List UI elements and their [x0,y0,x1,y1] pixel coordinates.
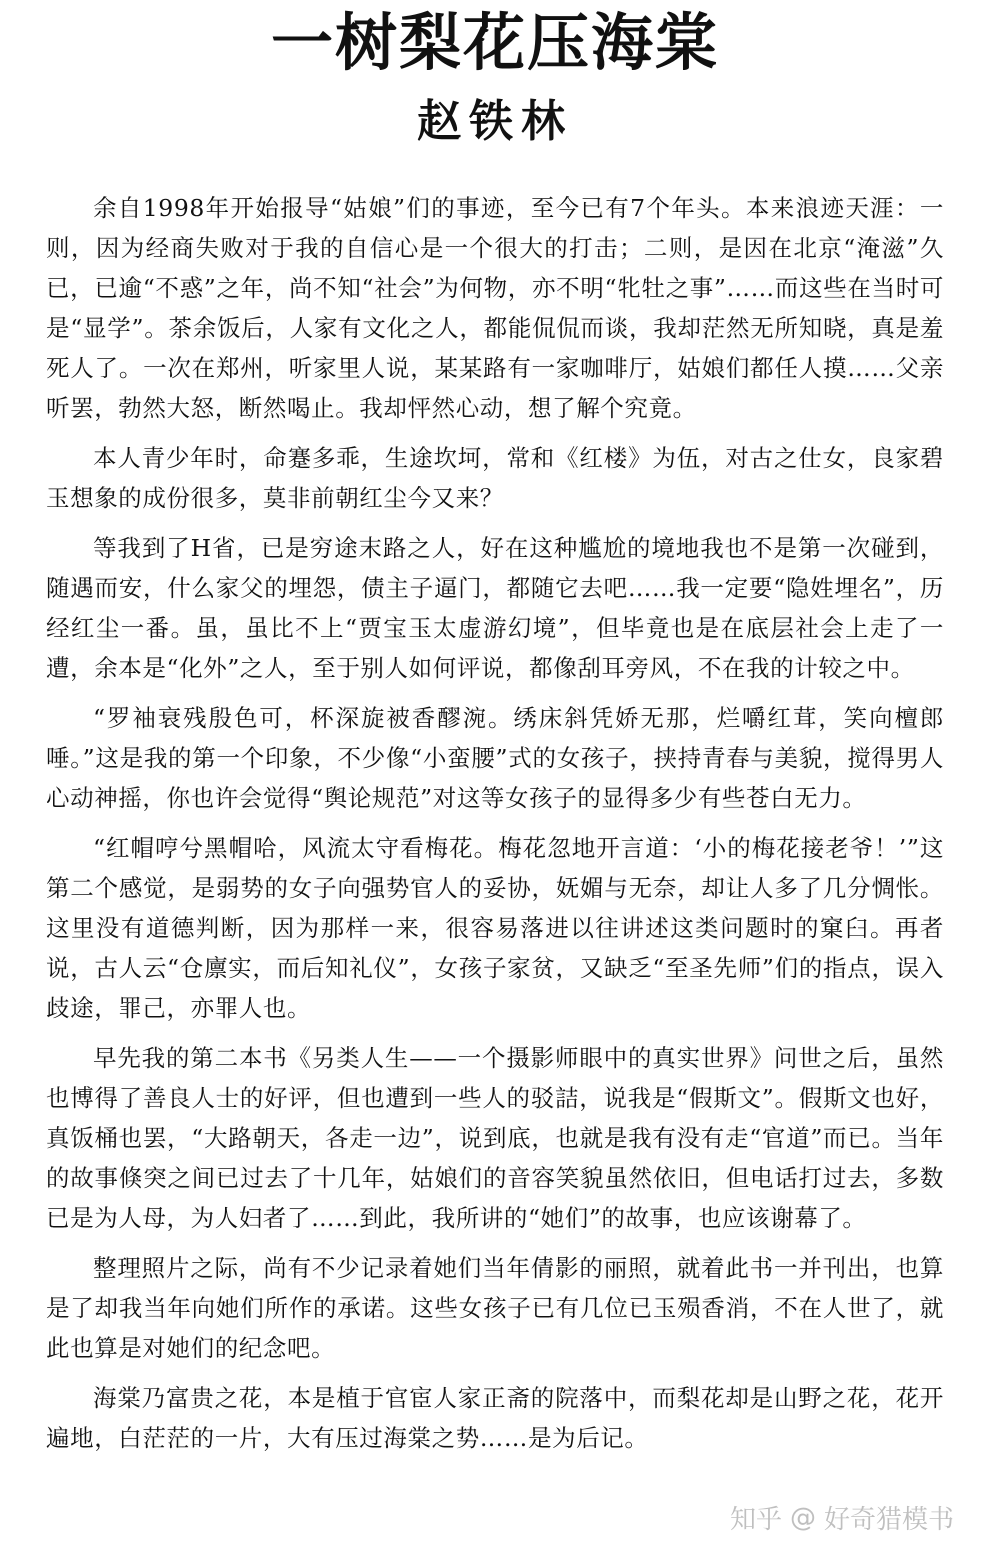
paragraph: 海棠乃富贵之花，本是植于官宦人家正斋的院落中，而梨花却是山野之花，花开遍地，白茫茫的一片，大有压过海棠之势……是为后记。 [46,1384,944,1452]
paragraph: 本人青少年时，命蹇多乖，生途坎坷，常和《红楼》为伍，对古之仕女，良家碧玉想象的成份很多，莫非前朝红尘今又来？ [46,444,944,512]
document-title: 一树梨花压海棠 [270,6,719,79]
watermark-site: 知乎 [729,1505,782,1535]
zhihu-watermark [730,1499,954,1536]
paragraph: 整理照片之际，尚有不少记录着她们当年倩影的丽照，就着此书一并刊出，也算是了却我当年向她们所作的承诺。这些女孩子已有几位已玉殒香消，不在人世了，就此也算是对她们的纪念吧。 [46,1254,944,1362]
paragraph: “罗袖衰残殷色可，杯深旋被香醪涴。绣床斜凭娇无那，烂嚼红茸，笑向檀郎唾。”这是我的第一个印象，不少像“小蛮腰”式的女孩子，挟持青春与美貌，搅得男人心动神摇，你也许会觉得“舆论规范”对这等女孩子的显得多少有些苍白无力。 [46,704,944,812]
paragraph: 余自1998年开始报导“姑娘”们的事迹，至今已有7个年头。本来浪迹天涯：一则，因为经商失败对于我的自信心是一个很大的打击；二则，是因在北京“淹滋”久已，已逾“不惑”之年，尚不知“社会”为何物，亦不明“牝牡之事”……而这些在当时可是“显学”。茶余饭后，人家有文化之人，都能侃侃而谈，我却茫然无所知晓，真是羞死人了。一次在郑州，听家里人说，某某路有一家咖啡厅，姑娘们都任人摸……父亲听罢，勃然大怒，断然喝止。我却怦然心动，想了解个究竟。 [46,194,944,422]
watermark-account: 好奇猎模书 [823,1505,954,1535]
document-author: 赵铁林 [417,96,573,147]
paragraph: 等我到了H省，已是穷途末路之人，好在这种尴尬的境地我也不是第一次碰到，随遇而安，什么家父的埋怨，债主子逼门，都随它去吧……我一定要“隐姓埋名”，历经红尘一番。虽，虽比不上“贾宝玉太虚游幻境”，但毕竟也是在底层社会上走了一遭，余本是“化外”之人，至于别人如何评说，都像刮耳旁风，不在我的计较之中。 [46,534,944,682]
watermark-separator: @ [789,1502,816,1533]
paragraph: “红帽哼兮黑帽哈，风流太守看梅花。梅花忽地开言道：‘小的梅花接老爷！’”这第二个感觉，是弱势的女子向强势官人的妥协，妩媚与无奈，却让人多了几分惆怅。这里没有道德判断，因为那样一来，很容易落进以往讲述这类问题时的窠臼。再者说，古人云“仓廪实，而后知礼仪”，女孩子家贫，又缺乏“至圣先师”们的指点，误入歧途，罪己，亦罪人也。 [46,834,944,1022]
paragraph: 早先我的第二本书《另类人生——一个摄影师眼中的真实世界》问世之后，虽然也博得了善良人士的好评，但也遭到一些人的驳詰，说我是“假斯文”。假斯文也好，真饭桶也罢，“大路朝天，各走一边”，说到底，也就是我有没有走“官道”而已。当年的故事倏突之间已过去了十几年，姑娘们的音容笑貌虽然依旧，但电话打过去，多数已是为人母，为人妇者了……到此，我所讲的“她们”的故事，也应该谢幕了。 [46,1044,944,1232]
document-body [46,188,944,1458]
